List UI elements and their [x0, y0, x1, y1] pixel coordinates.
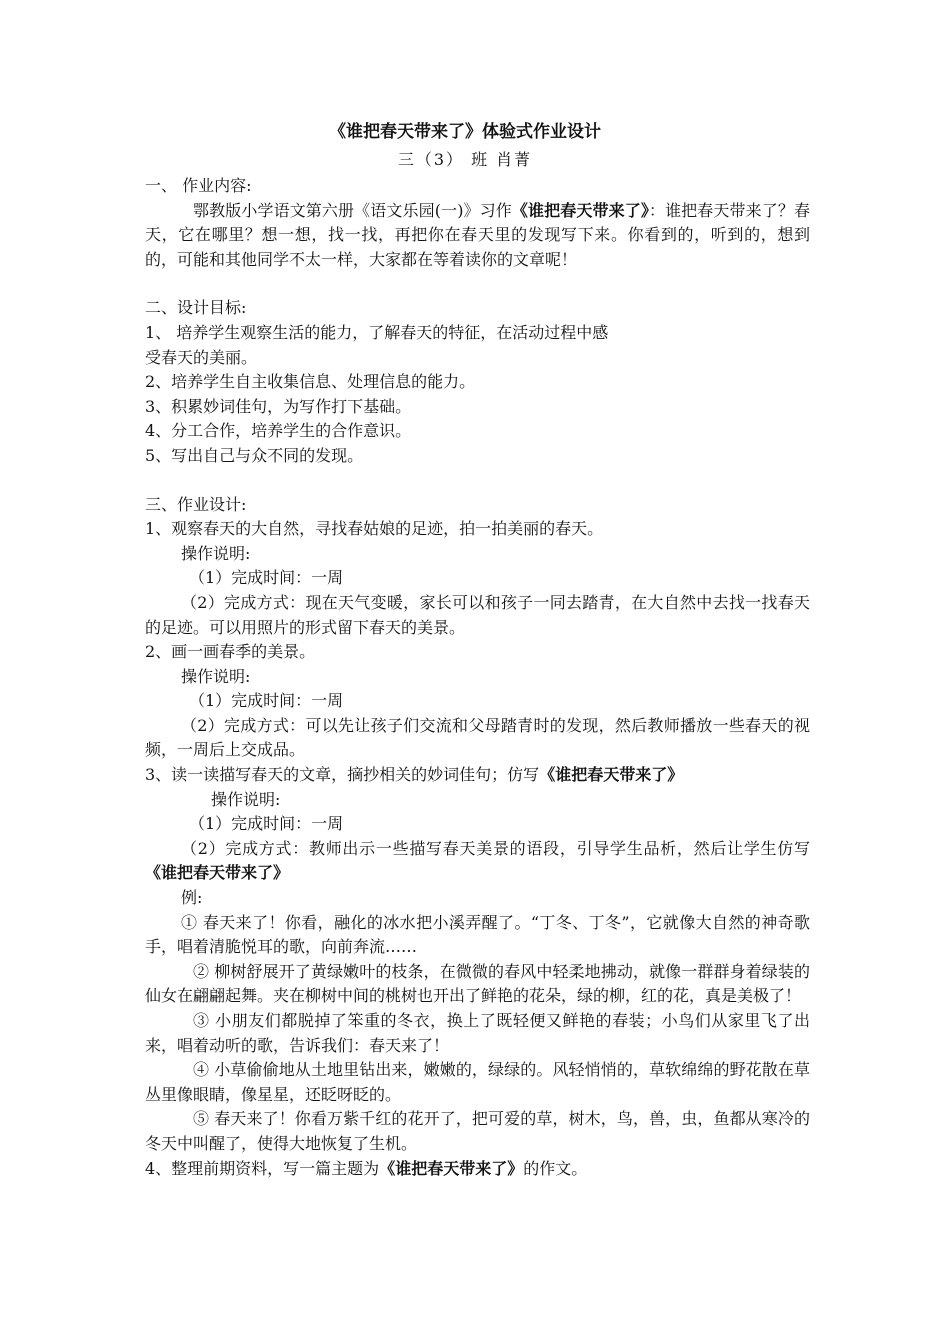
class-author-line: 三（3） 班 肖菁 — [397, 150, 533, 169]
section-3-heading: 三、作业设计: — [145, 494, 247, 514]
task-3-op-label: 操作说明: — [211, 789, 281, 809]
example-3: ③ 小朋友们都脱掉了笨重的冬衣，换上了既轻便又鲜艳的春装；小鸟们从家里飞了出来，唱着动听的歌，告诉我们：春天来了！ — [145, 1011, 810, 1055]
example-label: 例: — [181, 888, 203, 908]
goal-4: 4、分工合作，培养学生的合作意识。 — [145, 421, 412, 441]
section-1-paragraph: 鄂教版小学语文第六册《语文乐园(一)》习作《谁把春天带来了》：谁把春天带来了？春天，它在哪里？想一想，找一找，再把你在春天里的发现写下来。你看到的，听到的，想到的，可能和其他同学不太一样，大家都在等着读你的文章呢！ — [145, 200, 810, 269]
document-body — [145, 174, 810, 1181]
task-3-time: （1）完成时间：一周 — [189, 814, 344, 834]
document-title: 《谁把春天带来了》体验式作业设计 — [329, 122, 601, 142]
goal-1-cont: 受春天的美丽。 — [145, 347, 258, 367]
example-1: ① 春天来了！你看，融化的冰水把小溪弄醒了。“丁冬、丁冬”，它就像大自然的神奇歌手，唱着清脆悦耳的歌，向前奔流…… — [145, 912, 810, 957]
section-2-heading: 二、设计目标: — [145, 298, 247, 318]
example-2: ② 柳树舒展开了黄绿嫩叶的枝条，在微微的春风中轻柔地拂动，就像一群群身着绿装的仙女在翩翩起舞。夹在柳树中间的桃树也开出了鲜艳的花朵，绿的柳，红的花，真是美极了！ — [145, 961, 810, 1006]
goal-2: 2、培养学生自主收集信息、处理信息的能力。 — [145, 372, 476, 392]
task-2-op-label: 操作说明: — [181, 666, 251, 686]
goal-3: 3、积累妙词佳句，为写作打下基础。 — [145, 396, 412, 416]
task-1-time: （1）完成时间：一周 — [189, 568, 344, 588]
goal-1: 1、 培养学生观察生活的能力，了解春天的特征，在活动过程中感 — [145, 322, 609, 342]
goal-5: 5、写出自己与众不同的发现。 — [145, 445, 364, 465]
task-1-method: （2）完成方式：现在天气变暖，家长可以和孩子一同去踏青，在大自然中去找一找春天的足迹。可以用照片的形式留下春天的美景。 — [145, 592, 810, 637]
task-2-method: （2）完成方式：可以先让孩子们交流和父母踏青时的发现，然后教师播放一些春天的视频，一周后上交成品。 — [145, 715, 810, 760]
task-2: 2、画一画春季的美景。 — [145, 642, 316, 662]
task-3: 3、读一读描写春天的文章，摘抄相关的妙词佳句；仿写《谁把春天带来了》 — [145, 765, 684, 785]
task-1-op-label: 操作说明: — [181, 543, 251, 563]
section-1-heading: 一、 作业内容: — [145, 176, 252, 195]
task-3-method: （2）完成方式：教师出示一些描写春天美景的语段，引导学生品析，然后让学生仿写《谁把春天带来了》 — [145, 838, 810, 883]
task-4: 4、整理前期资料，写一篇主题为《谁把春天带来了》的作文。 — [145, 1158, 588, 1178]
example-4: ④ 小草偷偷地从土地里钻出来，嫩嫩的，绿绿的。风轻悄悄的，草软绵绵的野花散在草丛里像眼睛，像星星，还眨呀眨的。 — [145, 1060, 810, 1104]
task-1: 1、观察春天的大自然，寻找春姑娘的足迹，拍一拍美丽的春天。 — [145, 519, 604, 539]
task-2-time: （1）完成时间：一周 — [189, 691, 344, 711]
example-5: ⑤ 春天来了！你看万紫千红的花开了，把可爱的草，树木，鸟，兽，虫，鱼都从寒冷的冬天中叫醒了，使得大地恢复了生机。 — [145, 1109, 810, 1153]
